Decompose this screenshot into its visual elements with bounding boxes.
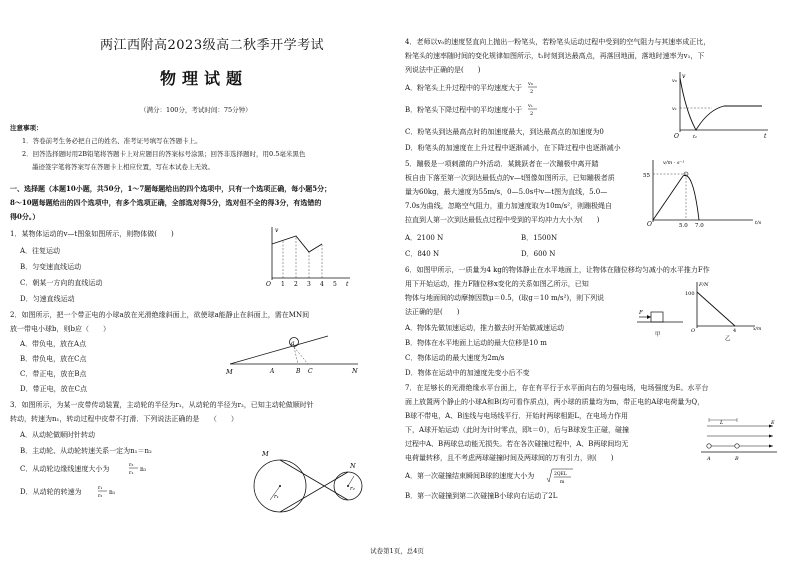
q2-label-A: A (270, 368, 275, 375)
subject-title: 物理试题 (160, 69, 249, 88)
q5-stem: 5．蹦极是一项刺激的户外活动．某跳跃者在一次蹦极中离开踏 (405, 160, 599, 168)
q2-label-m: M (226, 368, 233, 376)
q5-stem: 7.0s为曲线，忽略空气阻力，重力加速度取为10m/s²，则蹦极绳自 (405, 202, 613, 210)
q6-option: B．物体在水平地面上运动的最大位移是10 m (405, 339, 547, 347)
q2-incline-figure (224, 330, 364, 380)
q3-label-r1: r₁ (274, 494, 279, 500)
q1-tick: 1 (281, 281, 285, 286)
exam-info: （满分：100分，考试时间：75分钟） (140, 106, 252, 114)
q4-axis-v: v (682, 73, 686, 80)
note-line: 墨迹签字笔将答案写在答题卡上相应位置，写在本试卷上无效。 (32, 163, 214, 171)
q1-axis-v: v (275, 227, 279, 234)
q3-label-r2: r₂ (350, 486, 355, 492)
q1-tick: 2 (294, 281, 298, 286)
q1-option: A．往复运动 (20, 247, 61, 255)
q5-axis-t: t/s (755, 220, 762, 226)
q7-stem: 过程中A、B两球总动能无损失。若在各次碰撞过程中，A、B两球间均无 (405, 440, 629, 448)
q5-tick-7: 7.0 (695, 223, 704, 228)
right-column (397, 0, 787, 540)
q6-option: D．物体在运动中的加速度先变小后不变 (405, 369, 530, 377)
q4-speed-graph (672, 70, 772, 140)
q5-vt-graph (643, 156, 773, 228)
q7-stem: 面上放置两个静止的小球A和B(均可看作质点)，两小球的质量均为m，带正电的A球电荷量为Q， (405, 398, 705, 406)
q6-figure-jia (635, 296, 685, 340)
q2-option: C．带正电，放在B点 (20, 370, 87, 378)
q3-option: D．从动轮的转速为 (20, 488, 82, 496)
fraction-numerator: 2QEL (554, 472, 567, 477)
q7-stem: 下，A球开始运动（此时为计时零点，即t＝0），后与B球发生正碰，碰撞 (405, 426, 629, 434)
q5-axis-v: v/m · s⁻¹ (663, 160, 685, 166)
q7-option: B．第一次碰撞到第二次碰撞B小球向右运动了2L (405, 492, 558, 500)
q5-stem: 拉直到人第一次到达最低点过程中受到的平均冲力大小为( ) (405, 216, 600, 224)
q2-option: A．带负电，放在A点 (20, 340, 87, 348)
fraction-denominator: 2 (530, 89, 534, 95)
q7-field-figure (687, 416, 781, 462)
q6-stem: 用下开始运动，推力F随位移x变化的关系如图乙所示，已知 (405, 280, 589, 288)
q1-vt-graph (262, 224, 354, 286)
q4-label-v0: v₀ (672, 78, 677, 84)
q3-option: A．从动轮做顺时针转动 (20, 431, 96, 439)
q4-fraction-a (527, 78, 543, 98)
q6-label-yi: 乙 (725, 336, 731, 342)
q4-option: A．粉笔头上升过程中的平均速度大于 (405, 84, 523, 92)
q3-fraction-d (97, 482, 125, 502)
q4-stem: 4．老师以v₀的速度竖直向上抛出一粉笔头，若粉笔头运动过程中受到的空气阻力与其速率成正比， (405, 38, 711, 46)
q7-option: A．第一次碰撞结束瞬间B球的速度大小为 (405, 472, 535, 480)
left-column (0, 0, 390, 540)
q7-stem: B球不带电，A、B连线与电场线平行．开始时两球相距L，在电场力作用 (405, 412, 628, 420)
q6-stem: 6．如图甲所示，一质量为4 kg的物体静止在水平地面上，让物体在随位移均匀减小的水平推力F作 (405, 266, 710, 274)
exam-title: 两江西附高2023级高二秋季开学考试 (100, 38, 325, 53)
q1-axis-t: t (346, 281, 349, 286)
q1-origin: O (266, 281, 271, 286)
fraction-denominator: r₂ (98, 493, 103, 499)
q6-force-graph (685, 278, 771, 342)
q2-label-C: C (308, 368, 313, 375)
note-line: 2．回答选择题时用2B铅笔将答题卡上对应题目的答案标号涂黑；回答非选择题时，用0.5毫米黑色 (22, 150, 306, 158)
q7-stem: 电荷量转移，且不考虑两球碰撞时间及两球间的万有引力，则( ) (405, 454, 614, 462)
q2-label-a: a (291, 340, 295, 347)
q5-origin: O (647, 221, 652, 228)
q4-option: B．粉笔头下降过程中的平均速度小于 (405, 106, 523, 114)
q1-option: D．匀速直线运动 (20, 295, 75, 303)
q3-belt-figure (250, 440, 370, 520)
q3-fraction-c (128, 459, 156, 479)
page-footer: 试卷第1页，总4页 (370, 547, 424, 555)
q5-option: C．840 N (405, 250, 440, 258)
q2-label-n: N (352, 367, 358, 375)
q2-label-B: B (296, 368, 301, 375)
q1-option: C．朝某一方向的直线运动 (20, 279, 103, 287)
q5-tick-55: 55 (643, 173, 650, 179)
q6-label-f: F (639, 310, 643, 316)
fraction-numerator: v₁ (528, 103, 533, 109)
fraction-denominator: r₁ (129, 470, 134, 476)
q4-option: D．粉笔头的加速度在上升过程中逐渐减小，在下降过程中也逐渐减小 (405, 144, 621, 152)
q3-label-n: N (350, 462, 356, 470)
q6-label-jia: 甲 (655, 332, 661, 338)
q4-label-t1: t₁ (693, 134, 698, 140)
q7-label-b: B (735, 456, 739, 462)
q6-stem: 物体与地面间的动摩擦因数μ＝0.5，(取g＝10 m/s²)，则下列说 (405, 294, 605, 302)
q1-tick: 3 (307, 281, 311, 286)
q6-option: C．物体运动的最大速度为2m/s (405, 354, 505, 362)
q5-tick-5: 5.0 (679, 223, 688, 228)
q4-stem: 列说法中正确的是( ) (405, 66, 481, 74)
q7-label-l: L (720, 420, 724, 426)
q3-stem: 3．如图所示，为某一皮带传动装置，主动轮的半径为r₁，从动轮的半径为r₂，已知主动轮做顺时针 (10, 401, 314, 409)
section-heading: 一、选择题（本题10小题，共50分，1～7题每题给出的四个选项中，只有一个选项正确，每小题5分； (10, 184, 332, 193)
q7-label-e: E (771, 420, 775, 426)
fraction-denominator: m (560, 480, 565, 485)
q2-option: B．带负电，放在C点 (20, 355, 87, 363)
note-line: 1．答卷前考生务必把自己的姓名、准考证号填写在答题卡上。 (22, 137, 202, 145)
q1-stem: 1．某物体运动的v—t图象如图所示，则物体做( ) (10, 230, 174, 238)
q6-option: A．物体先做加速运动，推力撤去时开始做减速运动 (405, 324, 565, 332)
q6-origin: O (691, 328, 696, 334)
q7-label-a: A (707, 456, 711, 462)
q1-tick: 4 (320, 281, 324, 286)
q4-fraction-b (527, 100, 543, 120)
q6-tick-100: 100 (685, 291, 695, 297)
q3-stem: 转动，转速为n₁，转动过程中皮带不打滑．下列说法正确的是 （ ） (10, 415, 238, 423)
q1-tick: 5 (333, 281, 337, 286)
fraction-denominator: 2 (530, 111, 534, 117)
q5-stem: 板自由下落至第一次到达最低点的v—t图像如图所示，已知蹦极者质 (405, 174, 615, 182)
fraction-numerator: v₀ (528, 81, 533, 87)
q6-axis-x: x/m (753, 327, 762, 332)
q5-option: B．1500N (521, 234, 558, 242)
fraction-tail: n₁ (140, 466, 147, 473)
q3-label-m: M (262, 450, 269, 458)
section-heading: 得0分。） (10, 212, 40, 221)
q2-stem: 放一带电小球b，则b应（ ） (10, 325, 110, 333)
q2-option: D．带正电，放在C点 (20, 385, 87, 393)
fraction-tail: n₁ (109, 489, 116, 496)
q7-sqrt-fraction (545, 466, 575, 488)
q4-option: C．粉笔头到达最高点时的加速度最大，到达最高点的加速度为0 (405, 128, 604, 136)
q3-option: B．主动轮、从动轮转速关系一定为n₁＝n₂ (20, 447, 152, 455)
section-heading: 8～10题每题给出的四个选项中，有多个选项正确，全部选对得5分，选对但不全的得3分，有选错的 (10, 198, 322, 207)
fraction-numerator: r₂ (129, 462, 134, 468)
q7-stem: 7．在足够长的光滑绝缘水平台面上，存在有平行于水平面向右的匀强电场，电场强度为E。水平台 (405, 384, 709, 392)
q4-label-v1: v₁ (672, 106, 677, 112)
q2-stem: 2．如图所示，把一个带正电的小球a放在光滑绝缘斜面上，欲使球a能静止在斜面上，需在MN间 (10, 311, 310, 319)
notes-heading: 注意事项： (10, 124, 43, 132)
q4-origin: O (674, 133, 679, 140)
q4-stem: 粉笔头的速率随时间的变化规律如图所示，t₁时刻到达最高点，再落回地面，落地时速率为v₁，下 (405, 52, 705, 60)
q6-axis-f: F/N (699, 282, 709, 288)
q5-option: D．600 N (521, 250, 556, 258)
q3-option: C．从动轮边缘线速度大小为 (20, 465, 110, 473)
q1-option: B．匀变速直线运动 (20, 263, 82, 271)
q4-axis-t: t (764, 133, 767, 140)
fraction-numerator: r₁ (98, 485, 103, 491)
q5-stem: 量为60kg，最大速度为55m/s，0—5.0s中v—t图为直线，5.0— (405, 188, 608, 196)
q6-tick-4: 4 (733, 328, 737, 334)
q5-option: A．2100 N (405, 234, 444, 242)
q6-stem: 法正确的是( ) (405, 308, 460, 316)
